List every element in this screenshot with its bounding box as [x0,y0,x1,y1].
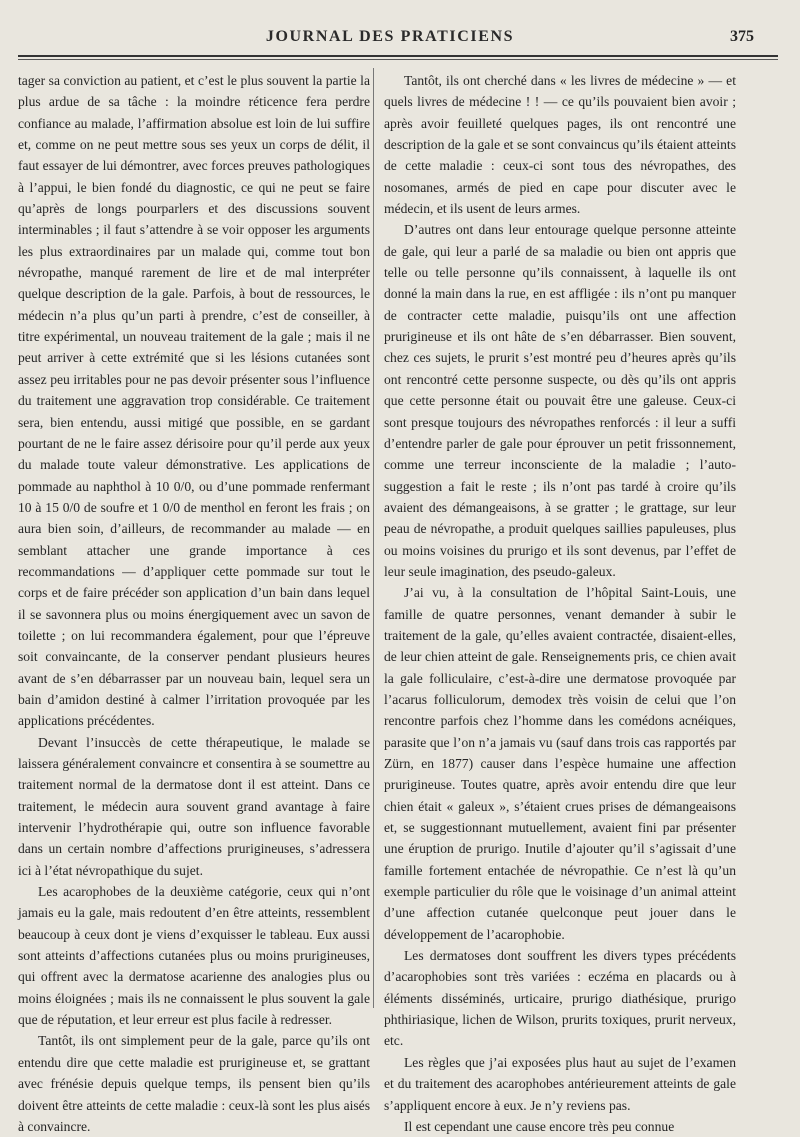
paragraph: tager sa conviction au patient, et c’est le plus souvent la partie la plus ardue de sa tâche : la moindre réticence fera perdre confiance au malade, l’affirmation absolue est loin de lui suffire et, comme on ne peut mettre sous ses yeux un corps de délit, il faut essayer de lui démontrer, avec forces preuves pathologiques à l’appui, le bien fondé du diagnostic, ce qui ne peut se faire qu’après de longs pourparlers et des discussions souvent interminables ; il faut s’attendre à se voir opposer les arguments les plus extraordinaires par un malade qui, comme tout bon névropathe, manqué rarement de lire et de mal interpréter quelque description de la gale. Parfois, à bout de ressources, le médecin n’a plus qu’un parti à prendre, c’est de conseiller, à titre expérimental, un nouveau traitement de la gale ; mais il ne peut arriver à cette extrémité que si les lésions cutanées sont assez peu irritables pour ne pas devoir présenter sous l’influence du traitement une aggravation trop considérable. Ce traitement sera, bien entendu, aussi mitigé que possible, en se gardant pourtant de ne le faire assez dérisoire pour qu’il perde aux yeux du malade toute valeur démonstrative. Les applications de pommade au naphthol à 10 0/0, ou d’une pommade renfermant 10 à 15 0/0 de soufre et 1 0/0 de menthol en feront les frais ; on aura bien soin, d’ailleurs, de recommander au malade — en semblant attacher une grande importance à ces recommandations — d’appliquer cette pommade sur tout le corps et de faire précéder son application d’un bain dans lequel il se savonnera plus ou moins énergiquement avec un savon de toilette ; on lui recommandera également, pour que l’épreuve soit convaincante, de la conserver pendant plusieurs heures avant de s’en débarrasser par un nouveau bain, lequel sera un bain d’amidon destiné à calmer l’irritation provoquée par les applications précédentes. [18,73,370,729]
paragraph: Les dermatoses dont souffrent les divers types précédents d’acarophobies sont très variées : eczéma en placards ou à éléments disséminés, urticaire, prurigo diathésique, prurigo phthiriasique, lichen de Wilson, prurits toxiques, prurit nerveux, etc. [384,948,736,1049]
paragraph: D’autres ont dans leur entourage quelque personne atteinte de gale, qui leur a parlé de sa maladie ou bien ont appris que telle ou telle personne qu’ils connaissent, à laquelle ils ont donné la main dans la rue, en est affligée : ils n’ont pu manquer de contracter cette maladie, puisqu’ils ont une affection prurigineuse et ils ont hâte de s’en débarrasser. Bien souvent, chez ces sujets, le prurit s’est montré peu d’heures après qu’ils ont rencontré cette personne suspecte, ou dès qu’ils ont appris que cette personne était ou pouvait être une galeuse. Ceux-ci sont presque toujours des névropathes renforcés : il leur a suffi d’entendre parler de gale pour éprouver un petit frissonnement, comme une terreur inconsciente de la maladie ; l’auto-suggestion a fait le reste ; ils n’ont pas tardé à croire qu’ils avaient des démangeaisons, à se gratter ; le grattage, sur leur peau de névropathe, a produit quelques saillies papuleuses, plus ou moins voisines du prurigo et ils sont devenus, par l’effet de leur seule imagination, des pseudo-galeux. [384,222,736,579]
paragraph: Il est cependant une cause encore très peu connue [404,1118,675,1134]
right-column [384,70,736,1137]
paragraph: J’ai vu, à la consultation de l’hôpital Saint-Louis, une famille de quatre personnes, venant demander à subir le traitement de la gale, qu’elles avaient contractée, disaient-elles, de leur chien atteint de gale. Renseignements pris, ce chien avait la gale folliculaire, c’est-à-dire une dermatose provoquée par l’acarus folliculorum, demodex très voisin de celui que l’on rencontre parfois chez l’homme dans les comédons acnéiques, parasite que l’on n’a jamais vu (sauf dans trois cas rapportés par Zürn, en 1877) causer dans l’espèce humaine une affection prurigineuse. Toutes quatre, après avoir entendu dire que leur chien était « galeux », s’étaient crues prises de démangeaisons et, se suggestionnant mutuellement, avaient fini par présenter une éruption de prurigo. Inutile d’ajouter qu’il s’agissait d’une famille fortement entachée de névropathie. Ce n’est là qu’un exemple particulier du rôle que le voisinage d’un animal atteint d’une affection cutanée quelconque peut jouer dans le développement de l’acarophobie. [384,585,736,942]
header-rule-thin [18,59,778,60]
page-header [20,28,760,52]
left-column [18,70,370,1137]
page-number: 375 [730,28,754,45]
paragraph: Devant l’insuccès de cette thérapeutique, le malade se laissera généralement convaincre et consentira à se soumettre au traitement normal de la dermatose dont il est atteint. Dans ce traitement, le médecin aura souvent grand avantage à faire intervenir l’hydrothérapie qui, outre son influence favorable dans un certain nombre d’affections prurigineuses, s’adressera ici à l’état névropathique du sujet. [18,734,370,878]
paragraph: Tantôt, ils ont cherché dans « les livres de médecine » — et quels livres de médecine ! ! — ce qu’ils pouvaient bien avoir ; après avoir feuilleté quelques pages, ils ont rencontré une description de la gale et se sont convaincus qu’ils étaient atteints de cette maladie : ceux-ci sont tous des névropathes, des nosomanes, armés de pied en cape pour discuter avec le médecin, et ils usent de leurs armes. [384,73,736,217]
column-divider [373,68,374,1008]
paragraph: Tantôt, ils ont simplement peur de la gale, parce qu’ils ont entendu dire que cette maladie est prurigineuse et, se grattant avec frénésie depuis quelque temps, ils pensent bien qu’ils doivent être atteints de cette maladie : ceux-là sont les plus aisés à convaincre. [18,1033,370,1134]
header-rule-thick [18,55,778,57]
paragraph: Les règles que j’ai exposées plus haut au sujet de l’examen et du traitement des acarophobes antérieurement atteints de gale s’appliquent encore à eux. Je n’y reviens pas. [384,1054,736,1113]
paragraph: Les acarophobes de la deuxième catégorie, ceux qui n’ont jamais eu la gale, mais redoutent d’en être atteints, ressemblent beaucoup à ceux dont je viens d’exquisser le tableau. Eux aussi sont atteints d’affections cutanées plus ou moins prurigineuses, qui offrent avec la dermatose acarienne des analogies plus ou moins éloignées ; mais ils ne connaissent le plus souvent la gale que de réputation, et leur erreur est plus facile à redresser. [18,884,370,1028]
journal-title: JOURNAL DES PRATICIENS [265,28,515,45]
